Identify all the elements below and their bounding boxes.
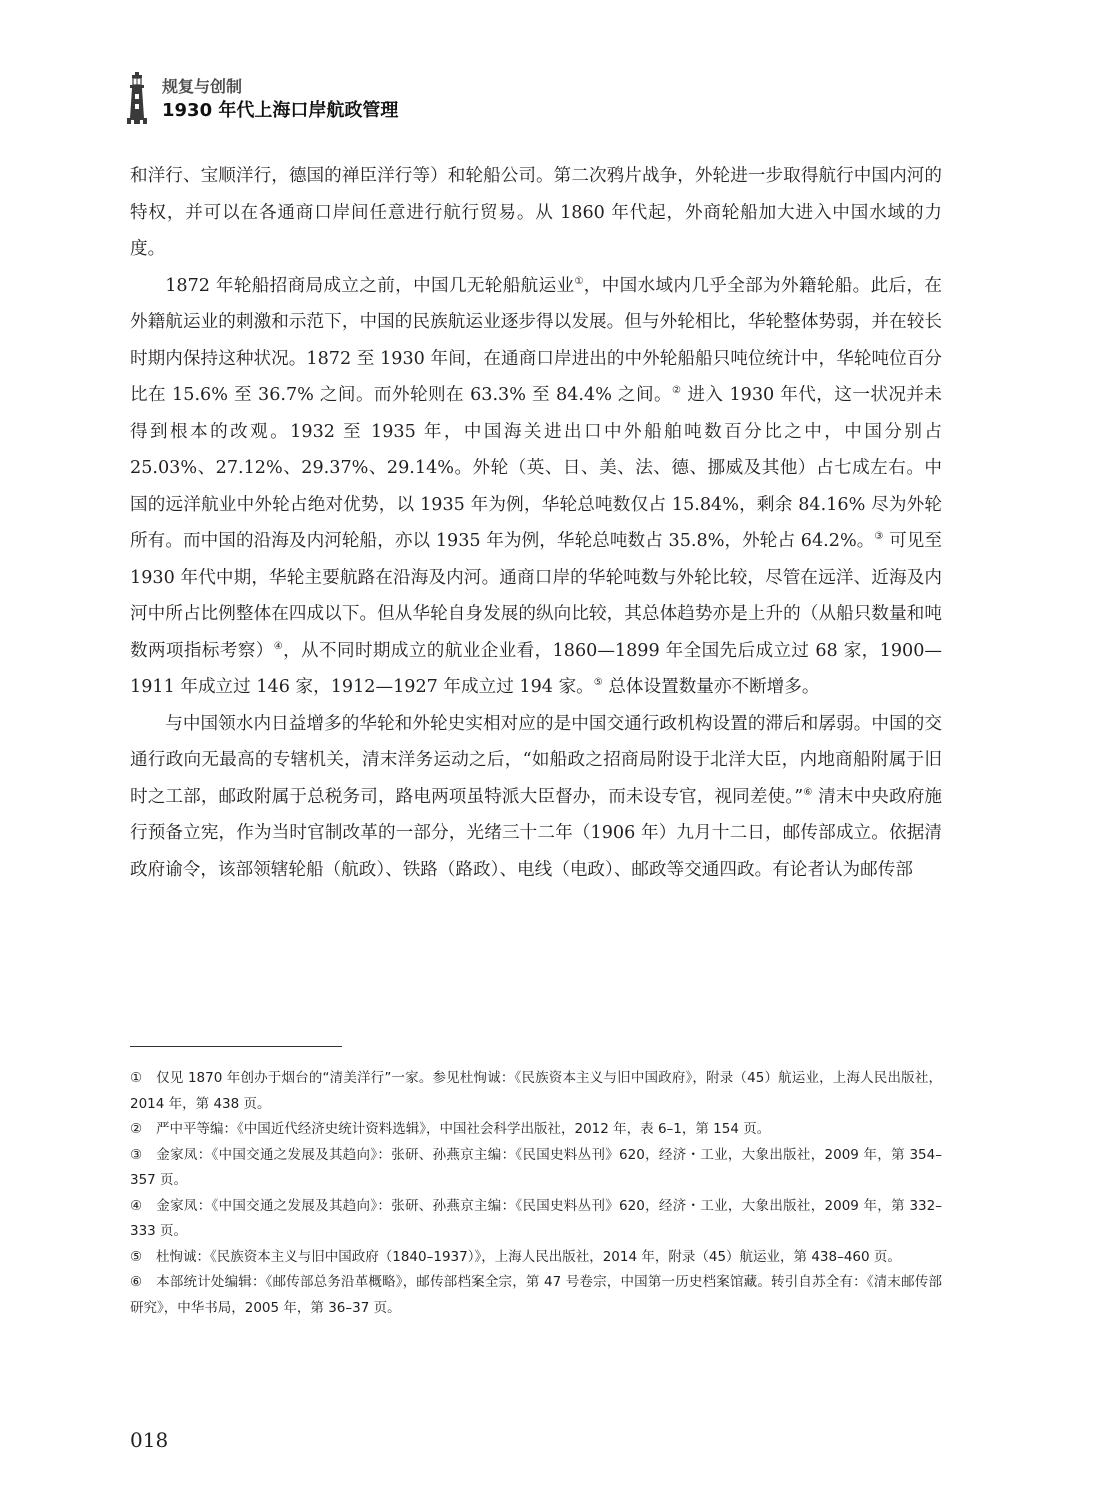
paragraph-2-text-2: ，中国水域内几乎全部为外籍轮船。此后，在外籍航运业的刺激和示范下，中国的民族航运业逐步得以发展。但与外轮相比，华轮整体势弱，并在较长时期内保持这种状况。1872 至 1930 年间，在通商口岸进出的中外轮船船只吨位统计中，华轮吨位百分比在 15.6% 至 36.7% 之间。而外轮则在 63.3% 至 84.4% 之间。 [130,275,942,405]
paragraph-2-text-3: 进入 1930 年代，这一状况并未得到根本的改观。1932 至 1935 年，中国海关进出口中外船舶吨数百分比之中，中国分别占 25.03%、27.12%、29.37%、29.14%。外轮（英、日、美、法、德、挪威及其他）占七成左右。中国的远洋航业中外轮占绝对优势，以 1935 年为例，华轮总吨数仅占 15.84%，剩余 84.16% 尽为外轮所有。而中国的沿海及内河轮船，亦以 1935 年为例，华轮总吨数占 35.8%，外轮占 64.2%。 [130,385,942,551]
footnote [130,1066,942,1117]
paragraph-3 [130,706,942,889]
footnote-ref-5[interactable]: ⑤ [593,677,603,689]
footnote [130,1117,942,1143]
footnote-ref-2[interactable]: ② [671,385,682,397]
footnote-ref-3[interactable]: ③ [874,531,884,543]
footnotes [130,1066,942,1321]
footnote [130,1143,942,1194]
footnote-text: 金家凤：《中国交通之发展及其趋向》：张研、孙燕京主编：《民国史料丛刊》620，经济・工业，大象出版社，2009 年，第 354–357 页。 [130,1146,942,1188]
paragraph-2-text-6: 总体设置数量亦不断增多。 [602,677,820,697]
paragraph-1: 和洋行、宝顺洋行，德国的禅臣洋行等）和轮船公司。第二次鸦片战争，外轮进一步取得航行中国内河的特权，并可以在各通商口岸间任意进行航行贸易。从 1860 年代起，外商轮船加大进入中国水域的力度。 [130,166,942,259]
paragraph-2 [130,268,942,706]
footnote-text: 杜恂诚：《民族资本主义与旧中国政府（1840–1937）》，上海人民出版社，2014 年，附录（45）航运业，第 438–460 页。 [156,1248,901,1265]
footnote-text: 金家凤：《中国交通之发展及其趋向》：张研、孙燕京主编：《民国史料丛刊》620，经济・工业，大象出版社，2009 年，第 332–333 页。 [130,1197,942,1239]
footnote-ref-6[interactable]: ⑥ [803,786,813,798]
footnote [130,1270,942,1321]
paragraph-2-text-1: 1872 年轮船招商局成立之前，中国几无轮船航运业 [165,275,575,296]
footnote-number: ① [130,1070,143,1086]
footnote-divider [130,1046,342,1047]
footnote-number: ⑤ [130,1248,143,1265]
paragraph-2-text-4: 可见至 1930 年代中期，华轮主要航路在沿海及内河。通商口岸的华轮吨数与外轮比较，尽管在远洋、近海及内河中所占比例整体在四成以下。但从华轮自身发展的纵向比较，其总体趋势亦是上升的（从船只数量和吨数两项指标考察） [130,531,942,661]
paragraph-2-text-5: ，从不同时期成立的航业企业看，1860—1899 年全国先后成立过 68 家，1900—1911 年成立过 146 家，1912—1927 年成立过 194 家。 [130,640,942,697]
footnote-number: ④ [130,1197,143,1214]
footnote-number: ⑥ [130,1274,143,1290]
footnote-number: ③ [130,1146,143,1163]
footnote-ref-4[interactable]: ④ [273,640,284,652]
book-title: 1930 年代上海口岸航政管理 [162,100,399,121]
paragraph-3-text-1: 与中国领水内日益增多的华轮和外轮史实相对应的是中国交通行政机构设置的滞后和孱弱。中国的交通行政向无最高的专辖机关，清末洋务运动之后，“如船政之招商局附设于北洋大臣，内地商船附属于旧时之工部，邮政附属于总税务司，路电两项虽特派大臣督办，而未设专官，视同差使。” [130,713,942,807]
footnote [130,1245,942,1271]
series-name: 规复与创制 [162,77,243,96]
footnote-number: ② [130,1121,143,1137]
page-number: 018 [130,1428,169,1452]
body-text [130,158,942,888]
lighthouse-icon [126,72,148,126]
paragraph-3-text-2: 清末中央政府施行预备立宪，作为当时官制改革的一部分，光绪三十二年（1906 年）九月十二日，邮传部成立。依据清政府谕令，该部领辖轮船（航政）、铁路（路政）、电线（电政）、邮政等交通四政。有论者认为邮传部 [130,786,943,880]
footnote [130,1194,942,1245]
footnote-ref-1[interactable]: ① [574,275,584,287]
footnote-text: 仅见 1870 年创办于烟台的“清美洋行”一家。参见杜恂诚：《民族资本主义与旧中国政府》，附录（45）航运业，上海人民出版社，2014 年，第 438 页。 [130,1070,942,1112]
footnote-text: 严中平等编：《中国近代经济史统计资料选辑》，中国社会科学出版社，2012 年，表 6–1，第 154 页。 [156,1121,771,1137]
footnote-text: 本部统计处编辑：《邮传部总务沿革概略》，邮传部档案全宗，第 47 号卷宗，中国第一历史档案馆藏。转引自苏全有：《清末邮传部研究》，中华书局，2005 年，第 36–37 页。 [130,1274,942,1316]
